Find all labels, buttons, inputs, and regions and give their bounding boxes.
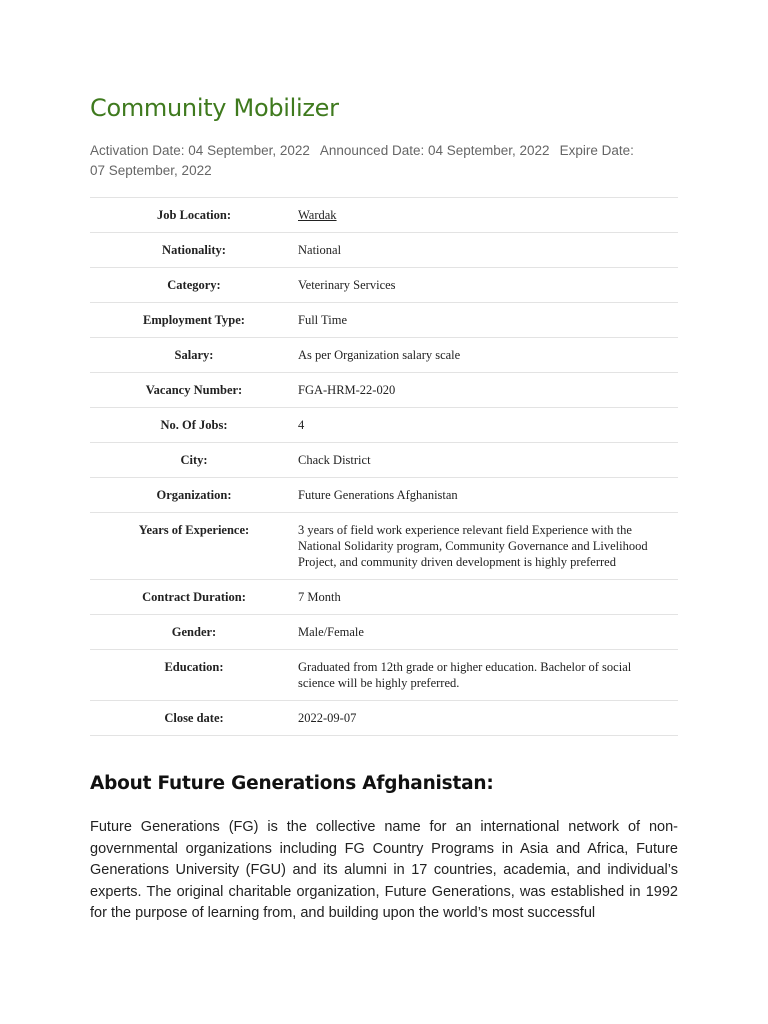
detail-value: Future Generations Afghanistan: [298, 488, 458, 502]
detail-row: [90, 373, 678, 408]
detail-row: [90, 303, 678, 338]
detail-value: Full Time: [298, 313, 347, 327]
detail-row: [90, 338, 678, 373]
detail-label: No. Of Jobs:: [160, 418, 228, 432]
detail-row: [90, 513, 678, 580]
detail-row: [90, 580, 678, 615]
announced-date: Announced Date: 04 September, 2022: [319, 143, 550, 158]
about-heading: About Future Generations Afghanistan:: [90, 773, 494, 794]
detail-value: National: [298, 243, 342, 257]
detail-label: Gender:: [171, 625, 217, 639]
detail-label: Employment Type:: [143, 313, 245, 327]
detail-row: [90, 198, 678, 233]
detail-row: [90, 443, 678, 478]
detail-value: 3 years of field work experience relevant field Experience with the National Solidarity program, Community Governance and Livelihood Project, and community driven development is highly preferred: [298, 523, 648, 569]
detail-value: Graduated from 12th grade or higher education. Bachelor of social science will be highly preferred.: [298, 660, 632, 690]
detail-label: Vacancy Number:: [145, 383, 243, 397]
detail-row: [90, 615, 678, 650]
detail-row: [90, 701, 678, 736]
detail-value: 4: [298, 418, 305, 432]
activation-date: Activation Date: 04 September, 2022: [90, 143, 310, 158]
detail-label: Education:: [164, 660, 224, 674]
job-title: Community Mobilizer: [90, 94, 339, 122]
detail-value: As per Organization salary scale: [298, 348, 461, 362]
detail-row: [90, 408, 678, 443]
detail-label: Organization:: [156, 488, 232, 502]
detail-value: 2022-09-07: [298, 711, 357, 725]
detail-row: [90, 478, 678, 513]
detail-row: [90, 233, 678, 268]
detail-label: Salary:: [174, 348, 214, 362]
detail-value: Male/Female: [298, 625, 364, 639]
job-details-table: [90, 197, 678, 736]
detail-row: [90, 268, 678, 303]
detail-label: Job Location:: [157, 208, 231, 222]
detail-value: 7 Month: [298, 590, 341, 604]
detail-value: FGA-HRM-22-020: [298, 383, 396, 397]
job-dates: [90, 141, 650, 181]
about-text: Future Generations (FG) is the collective name for an international network of non-governmental organizations including FG Country Programs in Asia and Africa, Future Generations University (FGU) and its alumni in 17 countries, academia, and individual’s experts. The original charitable organization, Future Generations, was established in 1992 for the purpose of learning from, and building upon the world’s most successful: [90, 819, 678, 921]
detail-label: Category:: [167, 278, 221, 292]
expire-date: Expire Date: 07 September, 2022: [90, 143, 634, 178]
detail-value: Chack District: [298, 453, 371, 467]
detail-row: [90, 650, 678, 701]
detail-label: Close date:: [164, 711, 224, 725]
detail-label: Contract Duration:: [142, 590, 246, 604]
job-location-link[interactable]: Wardak: [298, 208, 337, 222]
detail-label: City:: [180, 453, 208, 467]
detail-label: Years of Experience:: [138, 523, 250, 537]
detail-label: Nationality:: [162, 243, 226, 257]
detail-value: Veterinary Services: [298, 278, 396, 292]
